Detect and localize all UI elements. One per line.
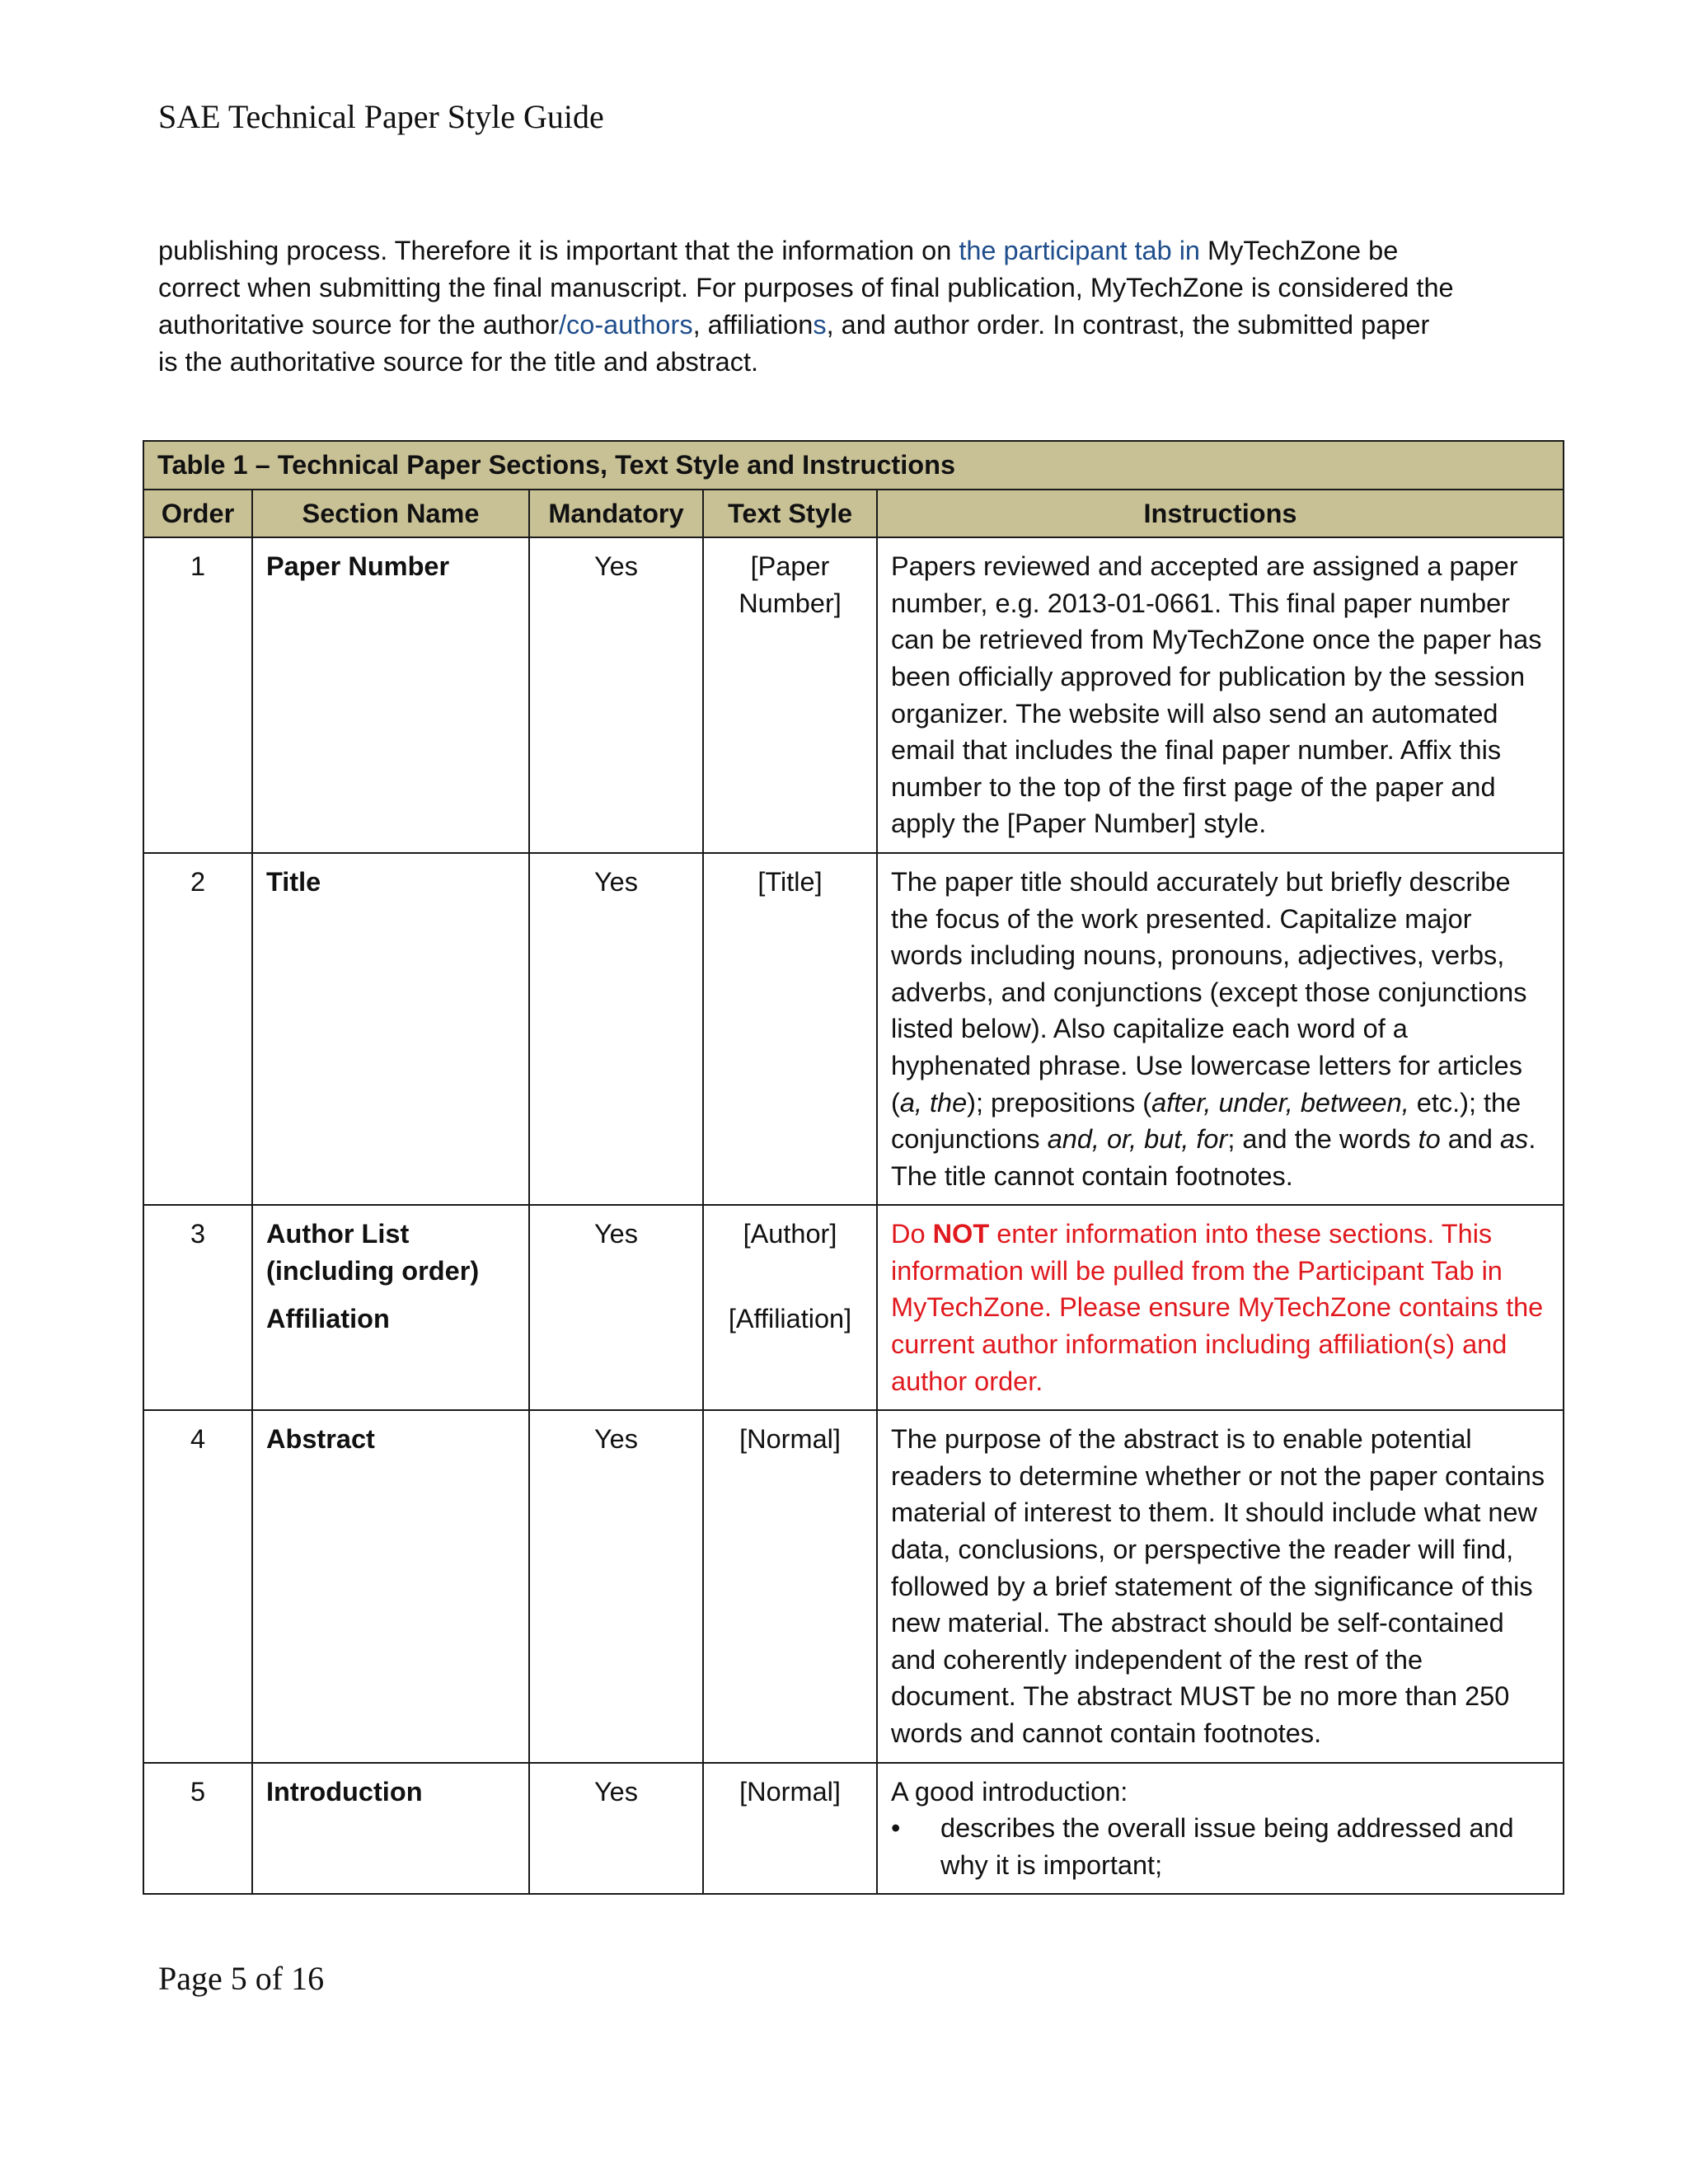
section-name-author-list: Author List (including order) bbox=[266, 1219, 480, 1286]
page-number: Page 5 of 16 bbox=[158, 1960, 325, 1997]
cell-instructions: The purpose of the abstract is to enable potential readers to determine whether or not the paper contains material of interest to them. It should include what new data, conclusions, or perspective the reader will find, followed by a brief statement of the significance of this new material. The abstract should be self-contained and coherently independent of the rest of the document. The abstract MUST be no more than 250 words and cannot contain footnotes. bbox=[877, 1410, 1564, 1762]
table-header-row bbox=[143, 490, 1564, 538]
intro-text: , affiliation bbox=[692, 310, 814, 340]
cell-section-name: Paper Number bbox=[252, 537, 529, 853]
cell-text-style bbox=[703, 1205, 877, 1410]
header-order: Order bbox=[143, 490, 252, 538]
cell-order: 3 bbox=[143, 1205, 252, 1410]
cell-section-name bbox=[252, 1205, 529, 1410]
header-mandatory: Mandatory bbox=[529, 490, 703, 538]
bullet-dot-icon: • bbox=[891, 1813, 901, 1844]
cell-text-style: [Normal] bbox=[703, 1410, 877, 1762]
intro-text: MyTechZone be bbox=[1200, 236, 1399, 265]
participant-tab-link[interactable]: the participant tab in bbox=[959, 236, 1201, 265]
cell-text-style: [Title] bbox=[703, 853, 877, 1205]
intro-instructions-lead: A good introduction: bbox=[891, 1776, 1128, 1807]
intro-text-blue: s bbox=[813, 310, 827, 340]
instr-italic: and, or, but, for bbox=[1047, 1124, 1228, 1155]
cell-order: 2 bbox=[143, 853, 252, 1205]
intro-line-4: is the authoritative source for the title and abstract. bbox=[158, 347, 759, 377]
header-text-style: Text Style bbox=[703, 490, 877, 538]
cell-section-name: Introduction bbox=[252, 1763, 529, 1895]
intro-text: authoritative source for the author bbox=[158, 310, 559, 340]
cell-mandatory: Yes bbox=[529, 1205, 703, 1410]
table-row bbox=[143, 1763, 1564, 1895]
instr-italic: to bbox=[1418, 1124, 1441, 1155]
table-caption: Table 1 – Technical Paper Sections, Text Style and Instructions bbox=[143, 441, 1564, 490]
instr-text: The paper title should accurately but briefly describe the focus of the work presented. Capitalize major words including nouns, pronouns, adjectives, verbs, adverbs, and conjunctions (except those conjunctions listed below). Also capitalize each word of a hyphenated phrase. Use lowercase letters for articles ( bbox=[891, 866, 1527, 1118]
cell-instructions bbox=[877, 853, 1564, 1205]
cell-order: 4 bbox=[143, 1410, 252, 1762]
bullet-text: describes the overall issue being addressed and why it is important; bbox=[940, 1813, 1514, 1880]
warning-text: Do bbox=[891, 1219, 933, 1249]
instr-italic: after, under, between, bbox=[1151, 1087, 1409, 1118]
cell-instructions-warning bbox=[877, 1205, 1564, 1410]
table-caption-row bbox=[143, 441, 1564, 490]
instr-text: ); prepositions ( bbox=[967, 1087, 1152, 1118]
bullet-item bbox=[891, 1810, 1550, 1883]
warning-text: enter information into these sections. This information will be pulled from the Participant Tab in MyTechZone. Please ensure MyTechZone contains the current author information including affiliation(s) and author order. bbox=[891, 1219, 1544, 1396]
intro-line-1 bbox=[158, 232, 1559, 269]
header-instructions: Instructions bbox=[877, 490, 1564, 538]
cell-text-style: [Paper Number] bbox=[703, 537, 877, 853]
cell-instructions bbox=[877, 1763, 1564, 1895]
cell-order: 5 bbox=[143, 1763, 252, 1895]
cell-text-style: [Normal] bbox=[703, 1763, 877, 1895]
style-affiliation: [Affiliation] bbox=[728, 1303, 852, 1333]
table-row bbox=[143, 1205, 1564, 1410]
intro-line-2: correct when submitting the final manuscript. For purposes of final publication, MyTechZone is considered the bbox=[158, 273, 1454, 302]
header-section-name: Section Name bbox=[252, 490, 529, 538]
instr-text: ; and the words bbox=[1227, 1124, 1418, 1155]
cell-section-name: Abstract bbox=[252, 1410, 529, 1762]
table-row bbox=[143, 853, 1564, 1205]
co-authors-link[interactable]: /co-authors bbox=[558, 310, 693, 340]
cell-order: 1 bbox=[143, 537, 252, 853]
intro-paragraph bbox=[158, 232, 1559, 381]
running-header: SAE Technical Paper Style Guide bbox=[158, 98, 604, 135]
cell-mandatory: Yes bbox=[529, 537, 703, 853]
intro-text: publishing process. Therefore it is important that the information on bbox=[158, 236, 959, 265]
instr-text: etc.); the conjunctions bbox=[891, 1087, 1522, 1155]
cell-mandatory: Yes bbox=[529, 1410, 703, 1762]
warning-emphasis: NOT bbox=[932, 1219, 990, 1249]
table-row bbox=[143, 1410, 1564, 1762]
instr-italic: a, the bbox=[899, 1087, 968, 1118]
table-row bbox=[143, 537, 1564, 853]
instr-italic: as bbox=[1499, 1124, 1529, 1155]
cell-section-name: Title bbox=[252, 853, 529, 1205]
style-author: [Author] bbox=[743, 1219, 837, 1249]
sections-table bbox=[143, 440, 1564, 1895]
cell-instructions: Papers reviewed and accepted are assigned a paper number, e.g. 2013-01-0661. This final paper number can be retrieved from MyTechZone once the paper has been officially approved for publication by the session organizer. The website will also send an automated email that includes the final paper number. Affix this number to the top of the first page of the paper and apply the [Paper Number] style. bbox=[877, 537, 1564, 853]
instr-text: and bbox=[1440, 1124, 1500, 1155]
instr-text: . The title cannot contain footnotes. bbox=[891, 1124, 1536, 1191]
intro-text: , and author order. In contrast, the submitted paper bbox=[826, 310, 1430, 340]
cell-mandatory: Yes bbox=[529, 1763, 703, 1895]
intro-line-3 bbox=[158, 307, 1559, 344]
cell-mandatory: Yes bbox=[529, 853, 703, 1205]
section-name-affiliation: Affiliation bbox=[266, 1304, 390, 1334]
